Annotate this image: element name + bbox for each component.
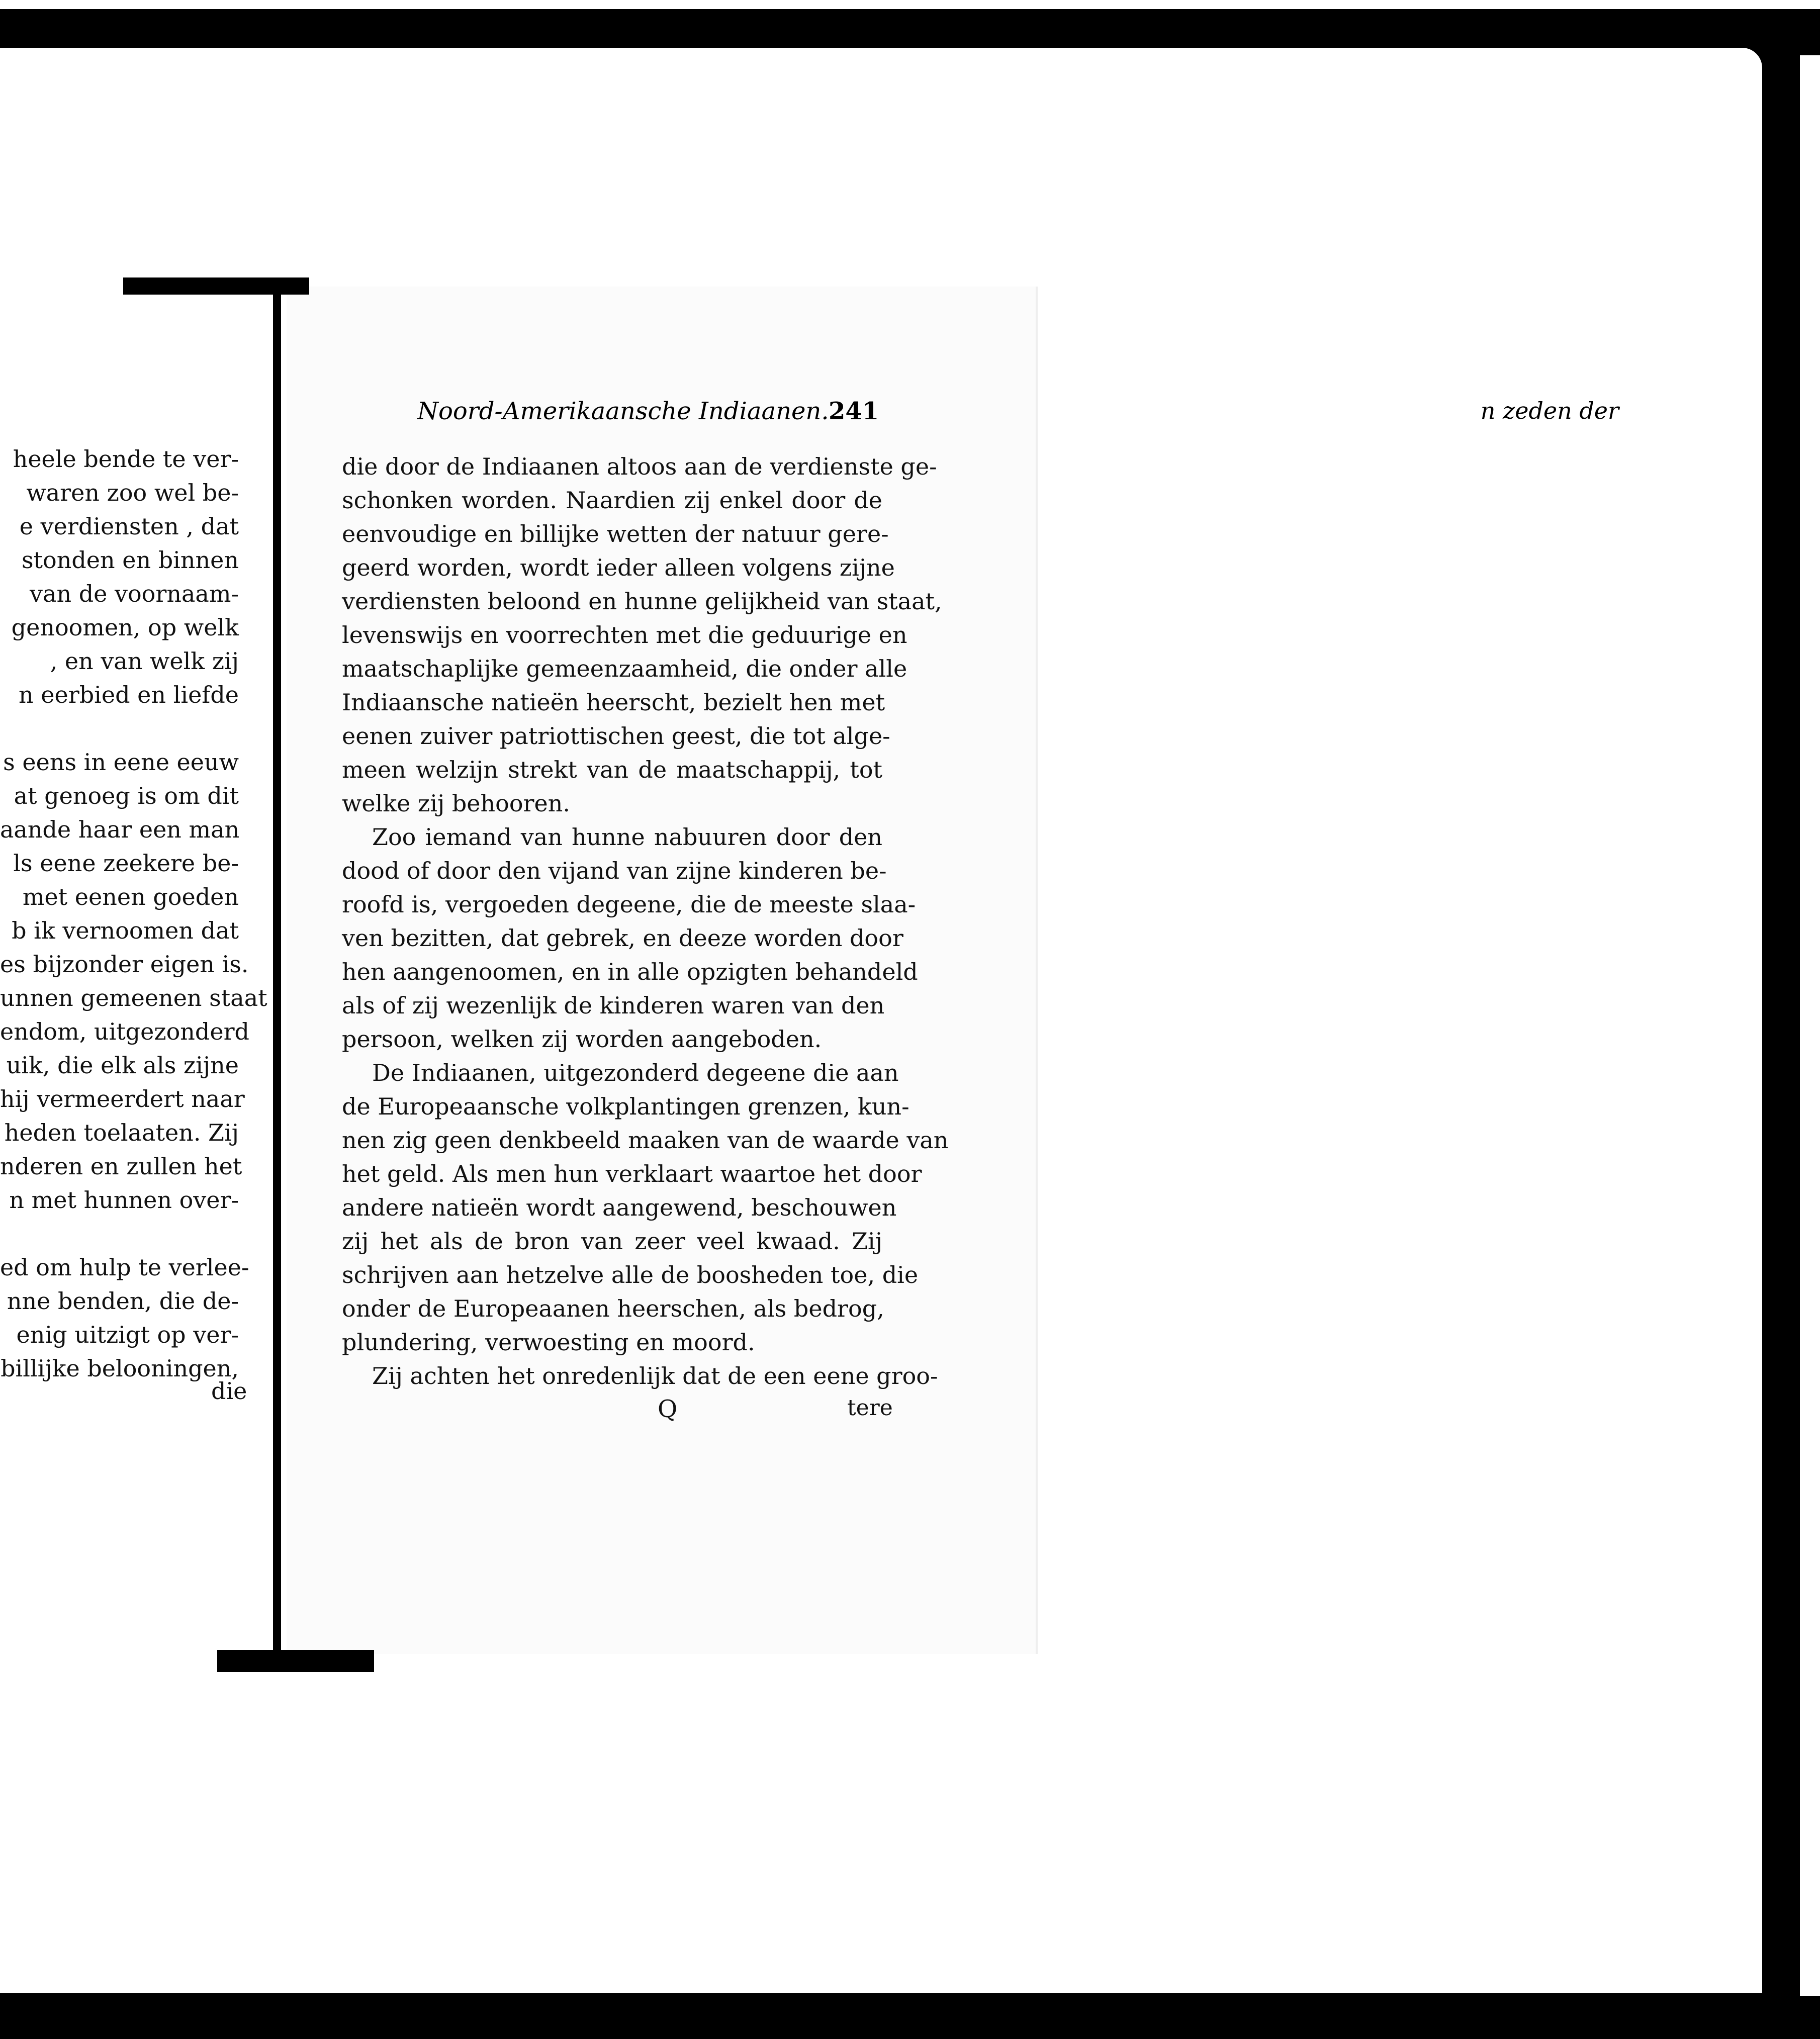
scan-top-edge: [0, 0, 1820, 9]
text-line: nen zig geen denkbeeld maaken van de waarde van: [342, 1127, 949, 1154]
left-text-line: n met hunnen over-: [9, 1186, 239, 1214]
left-text-line: genoomen, op welk: [11, 614, 239, 641]
text-line: schrijven aan hetzelve alle de boosheden toe, die: [342, 1261, 919, 1288]
left-text-line: endom, uitgezonderd: [0, 1018, 250, 1045]
signature-mark: Q: [658, 1395, 678, 1423]
left-text-line: n eerbied en liefde: [19, 681, 239, 708]
text-line: geerd worden, wordt ieder alleen volgens zijne: [342, 554, 895, 581]
left-text-line: uik, die elk als zijne: [6, 1052, 239, 1079]
left-text-line: e verdiensten , dat: [19, 513, 239, 540]
left-text-line: s eens in eene eeuw: [3, 749, 239, 776]
left-text-line: unnen gemeenen staat: [0, 984, 267, 1011]
left-text-line: [0, 712, 239, 746]
left-text-line: [0, 1217, 239, 1251]
left-text-line: es bijzonder eigen is.: [0, 951, 249, 978]
text-line: die door de Indiaanen altoos aan de verdienste ge-: [342, 453, 937, 480]
left-text-line: ed om hulp te verlee-: [0, 1254, 249, 1281]
left-text-line: nne benden, die de-: [7, 1287, 239, 1315]
left-text-line: nderen en zullen het: [0, 1153, 242, 1180]
left-page-text: [0, 442, 267, 1385]
text-line: Zij achten het onredenlijk dat de een eene groo-: [372, 1362, 938, 1389]
text-line: eenvoudige en billijke wetten der natuur gere-: [342, 520, 889, 547]
text-line: de Europeaansche volkplantingen grenzen, kun-: [342, 1093, 909, 1120]
scan-right-border: [1780, 60, 1793, 1981]
text-line: verdiensten beloond en hunne gelijkheid van staat,: [342, 588, 942, 615]
left-text-line: stonden en binnen: [21, 546, 239, 574]
text-line: onder de Europeaanen heerschen, als bedrog,: [342, 1295, 884, 1322]
text-line: meen welzijn strekt van de maatschappij, tot: [342, 756, 882, 783]
left-text-line: at genoeg is om dit: [14, 782, 239, 809]
left-text-line: heden toelaaten. Zij: [4, 1119, 239, 1146]
left-text-line: met eenen goeden: [22, 883, 239, 910]
text-line: schonken worden. Naardien zij enkel door de: [342, 487, 882, 514]
text-line: welke zij behooren.: [342, 790, 571, 817]
text-line: Indiaansche natieën heerscht, bezielt hen met: [342, 689, 885, 716]
text-line: roofd is, vergoeden degeene, die de meeste slaa-: [342, 891, 916, 918]
text-line: maatschaplijke gemeenzaamheid, die onder alle: [342, 655, 907, 682]
left-catchword: die: [211, 1377, 247, 1405]
body-text: [342, 450, 949, 1393]
clamp-vertical-bar: [273, 289, 281, 1654]
text-line: als of zij wezenlijk de kinderen waren van den: [342, 992, 885, 1019]
text-line: andere natieën wordt aangewend, beschouwen: [342, 1194, 897, 1221]
left-text-line: , en van welk zij: [50, 647, 239, 675]
text-line: plundering, verwoesting en moord.: [342, 1329, 755, 1356]
clamp-top-bar: [123, 277, 309, 295]
text-line: het geld. Als men hun verklaart waartoe het door: [342, 1160, 922, 1187]
left-text-line: hij vermeerdert naar: [0, 1085, 245, 1113]
left-text-line: van de voornaam-: [30, 580, 239, 607]
left-text-line: heele bende te ver-: [13, 445, 239, 473]
text-line: persoon, welken zij worden aangeboden.: [342, 1026, 822, 1053]
text-line: dood of door den vijand van zijne kinderen be-: [342, 857, 887, 884]
text-line: Zoo iemand van hunne nabuuren door den: [372, 823, 882, 851]
left-text-line: aande haar een man: [0, 816, 240, 843]
text-line: zij het als de bron van zeer veel kwaad. Zij: [342, 1228, 882, 1255]
text-line: eenen zuiver patriottischen geest, die tot alge-: [342, 722, 890, 750]
text-line: hen aangenoomen, en in alle opzigten behandeld: [342, 958, 918, 985]
text-line: levenswijs en voorrechten met die geduurige en: [342, 621, 907, 648]
left-text-line: b ik vernoomen dat: [12, 917, 239, 944]
left-text-line: billijke belooningen,: [1, 1355, 239, 1382]
scan-right-edge: [1800, 55, 1820, 1996]
left-text-line: ls eene zeekere be-: [13, 850, 239, 877]
clamp-bottom-bar: [217, 1650, 374, 1672]
text-line: ven bezitten, dat gebrek, en deeze worden door: [342, 924, 903, 952]
catchword: tere: [847, 1395, 893, 1421]
left-text-line: enig uitzigt op ver-: [16, 1321, 239, 1348]
text-line: De Indiaanen, uitgezonderd degeene die aan: [372, 1059, 899, 1086]
left-text-line: waren zoo wel be-: [26, 479, 239, 506]
running-head: Noord-Amerikaansche Indiaanen.: [417, 397, 829, 425]
left-running-head: n zeden der: [1480, 397, 1619, 424]
page-number: 241: [829, 397, 879, 425]
